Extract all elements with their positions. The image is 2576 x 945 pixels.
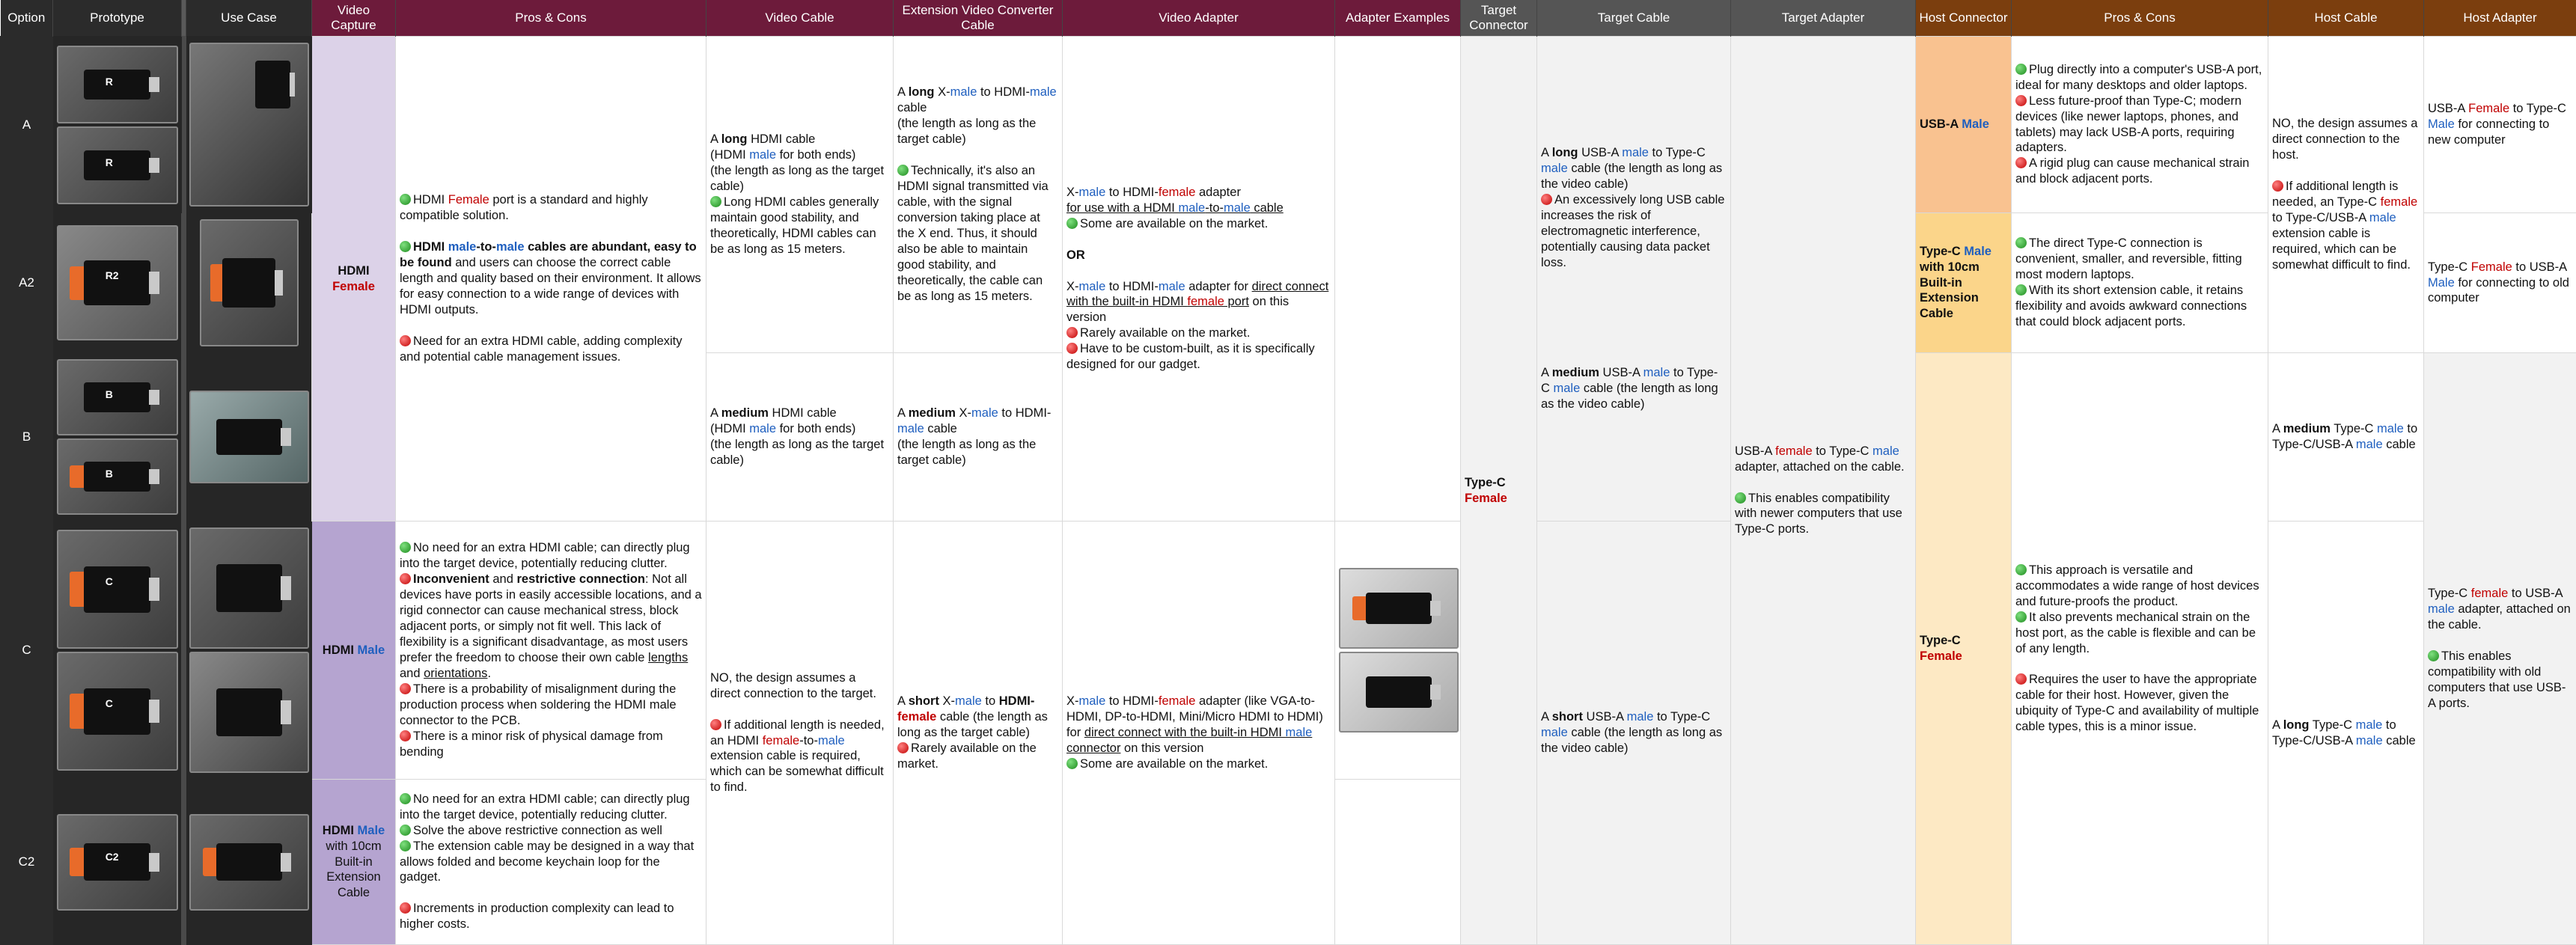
adapter-examples-cell: [1335, 522, 1461, 780]
option-label: C2: [1, 780, 53, 945]
host-cable-long: A long Type-C male to Type-C/USB-A male cable: [2268, 522, 2424, 945]
prototype-image: C2: [57, 814, 178, 911]
col-target-cable: Target Cable: [1537, 0, 1731, 37]
pros-cons-hdmi-female: HDMI Female port is a standard and highly compatible solution. HDMI male-to-male cables are abundant, easy to be found and users can choose the correct cable length and quality based on their environment. It allows for easy connection to a wide range of devices with HDMI outputs. Need for an extra HDMI cable, adding complexity and potential cable management issues.: [396, 37, 706, 522]
adapter-examples-empty: [1335, 780, 1461, 945]
prototype-image: R2: [57, 225, 178, 340]
target-connector: Type-C Female: [1461, 37, 1537, 945]
use-case-cell: [186, 353, 312, 522]
ext-converter-short: A short X-male to HDMI-female cable (the length as long as the target cable) Rarely available on the market.: [894, 522, 1063, 945]
host-pros-type-c-ext: The direct Type-C connection is convenient, smaller, and reversible, fitting most modern laptops. With its short extension cable, it retains flexibility and avoids awkward connections that could block adjacent ports.: [2012, 213, 2268, 353]
target-adapter: USB-A female to Type-C male adapter, attached on the cable. This enables compatibility with newer computers that use Type-C ports.: [1731, 37, 1916, 945]
col-ext-converter: Extension Video Converter Cable: [894, 0, 1063, 37]
prototype-image: R: [57, 126, 178, 204]
host-connector-usb-a: USB-A Male: [1916, 37, 2012, 213]
option-label: C: [1, 522, 53, 780]
use-case-image: [200, 219, 299, 346]
use-case-cell: [186, 780, 312, 945]
col-host-pros-cons: Pros & Cons: [2012, 0, 2268, 37]
prototype-cell: [53, 780, 182, 945]
col-prototype: Prototype: [53, 0, 182, 37]
use-case-cell: [186, 213, 312, 353]
ext-converter-medium: A medium X-male to HDMI-male cable (the length as long as the target cable): [894, 353, 1063, 522]
video-cable-none: NO, the design assumes a direct connection to the target. If additional length is needed, an HDMI female-to-male extension cable is required, which can be somewhat difficult to find.: [706, 522, 894, 945]
prototype-image: B: [57, 359, 178, 435]
prototype-image: C: [57, 530, 178, 649]
host-cable-medium: A medium Type-C male to Type-C/USB-A male cable: [2268, 353, 2424, 522]
use-case-image: [189, 43, 309, 207]
use-case-image: [189, 527, 309, 649]
col-video-capture: Video Capture: [312, 0, 396, 37]
col-video-adapter: Video Adapter: [1063, 0, 1335, 37]
use-case-cell: [186, 522, 312, 780]
col-host-connector: Host Connector: [1916, 0, 2012, 37]
col-target-connector: Target Connector: [1461, 0, 1537, 37]
host-adapter-type-c-female: Type-C female to USB-A male adapter, attached on the cable. This enables compatibility with old computers that use USB-A ports.: [2424, 353, 2576, 945]
ext-converter-long: A long X-male to HDMI-male cable (the length as long as the target cable) Technically, it's also an HDMI signal transmitted via cable, with the signal conversion taking place at the X end. Thus, it should also be able to maintain good stability, and theoretically, the cable can be as long as 15 meters.: [894, 37, 1063, 353]
video-adapter-female: X-male to HDMI-female adapter for use with a HDMI male-to-male cable Some are available on the market. OR X-male to HDMI-male adapter for direct connect with the built-in HDMI female port on this version Rarely available on the market. Have to be custom-built, as it is specifically designed for our gadget.: [1063, 37, 1335, 522]
col-pros-cons: Pros & Cons: [396, 0, 706, 37]
table-row: [1, 37, 2576, 213]
host-cable-none: NO, the design assumes a direct connection to the host. If additional length is needed, an Type-C female to Type-C/USB-A male extension cable is required, which can be somewhat difficult to find.: [2268, 37, 2424, 353]
target-cable-long: A long USB-A male to Type-C male cable (the length as long as the video cable) An excessively long USB cable increases the risk of electromagnetic interference, potentially causing data packet loss. A medium USB-A male to Type-C male cable (the length as long as the video cable): [1537, 37, 1731, 522]
prototype-cell: [53, 37, 182, 213]
use-case-cell: [186, 37, 312, 213]
col-use-case: Use Case: [186, 0, 312, 37]
col-adapter-examples: Adapter Examples: [1335, 0, 1461, 37]
adapter-example-image: [1339, 652, 1459, 733]
host-pros-type-c-female: This approach is versatile and accommodates a wide range of host devices and future-proofs the product. It also prevents mechanical strain on the host port, as the cable is flexible and can be of any length. Requires the user to have the appropriate cable for their host. However, given the ubiquity of Type-C and availability of multiple cable types, this is a minor issue.: [2012, 353, 2268, 945]
col-host-cable: Host Cable: [2268, 0, 2424, 37]
video-capture-hdmi-female: HDMI Female: [312, 37, 396, 522]
prototype-image: C: [57, 652, 178, 771]
use-case-image: [189, 652, 309, 773]
col-video-cable: Video Cable: [706, 0, 894, 37]
col-host-adapter: Host Adapter: [2424, 0, 2576, 37]
pros-cons-hdmi-male-ext: No need for an extra HDMI cable; can directly plug into the target device, potentially reducing clutter. Solve the above restrictive connection as well The extension cable may be designed in a way that allows folded and become keychain loop for the gadget. Increments in production complexity can lead to higher costs.: [396, 780, 706, 945]
host-adapter-usb-a: USB-A Female to Type-C Male for connecting to new computer: [2424, 37, 2576, 213]
host-adapter-type-c: Type-C Female to USB-A Male for connecting to old computer: [2424, 213, 2576, 353]
header-row: [1, 0, 2576, 37]
prototype-image: B: [57, 438, 178, 515]
video-adapter-male: X-male to HDMI-female adapter (like VGA-to-HDMI, DP-to-HDMI, Mini/Micro HDMI to HDMI) for direct connect with the built-in HDMI male connector on this version Some are available on the market.: [1063, 522, 1335, 945]
video-cable-medium: A medium HDMI cable (HDMI male for both ends) (the length as long as the target cable): [706, 353, 894, 522]
host-pros-usb-a: Plug directly into a computer's USB-A port, ideal for many desktops and older laptops. Less future-proof than Type-C; modern devices (like newer laptops, phones, and tablets) may lack USB-A ports, requiring adapters. A rigid plug can cause mechanical strain and block adjacent ports.: [2012, 37, 2268, 213]
video-cable-long: A long HDMI cable (HDMI male for both ends) (the length as long as the target cable) Long HDMI cables generally maintain good stability, and theoretically, HDMI cables can be as long as 15 meters.: [706, 37, 894, 353]
video-capture-hdmi-male: HDMI Male: [312, 522, 396, 780]
pros-cons-hdmi-male: No need for an extra HDMI cable; can directly plug into the target device, potentially reducing clutter. Inconvenient and restrictive connection: Not all devices have ports in easily accessible locations, and a rigid connector can cause mechanical stress, block adjacent ports, or simply not fit well. This lack of flexibility is a significant disadvantage, as most users prefer the freedom to choose their own cable lengths and orientations. There is a probability of misalignment during the production process when soldering the HDMI male connector to the PCB. There is a minor risk of physical damage from bending: [396, 522, 706, 780]
host-connector-type-c-female: Type-C Female: [1916, 353, 2012, 945]
video-capture-hdmi-male-ext: HDMI Male with 10cm Built-in Extension Cable: [312, 780, 396, 945]
option-label: B: [1, 353, 53, 522]
adapter-example-image: [1339, 568, 1459, 649]
use-case-image: [189, 391, 309, 483]
use-case-image: [189, 814, 309, 911]
col-option: Option: [1, 0, 53, 37]
prototype-cell: [53, 353, 182, 522]
adapter-examples-empty: [1335, 37, 1461, 522]
host-connector-type-c-ext: Type-C Male with 10cm Built-in Extension Cable: [1916, 213, 2012, 353]
prototype-image: R: [57, 46, 178, 123]
option-label: A: [1, 37, 53, 213]
option-label: A2: [1, 213, 53, 353]
prototype-cell: [53, 213, 182, 353]
col-target-adapter: Target Adapter: [1731, 0, 1916, 37]
target-cable-short: A short USB-A male to Type-C male cable (the length as long as the video cable): [1537, 522, 1731, 945]
prototype-cell: [53, 522, 182, 780]
